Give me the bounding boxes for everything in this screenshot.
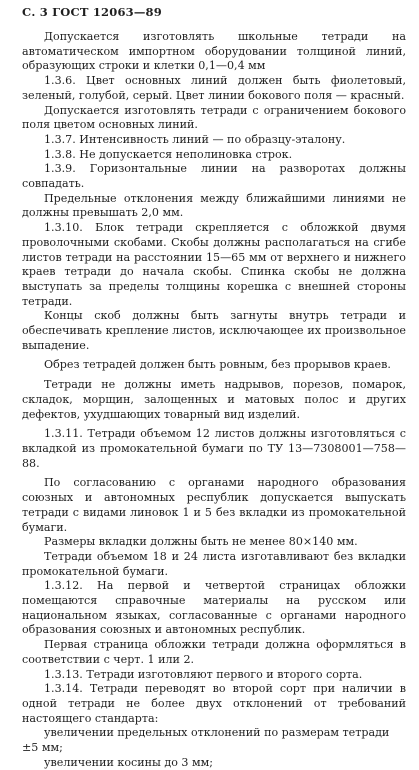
document-body bbox=[22, 30, 406, 770]
paragraph-1-3-10: 1.3.10. Блок тетради скрепляется с обложкой двумя проволочными скобами. Скобы должны располагаться на сгибе листов тетради на расстоянии 15—65 мм от верхнего и нижнего краев тетради до начала скобы. Спинка скобы не должна выступать за пределы толщины корешка с внешней стороны тетради. bbox=[22, 221, 406, 308]
paragraph-equipment-lines: Допускается изготовлять школьные тетради на автоматическом импортном оборудовании толщиной линий, образующих строки и клетки 0,1—0,4 мм bbox=[22, 30, 406, 73]
page-header: С. 3 ГОСТ 12063—89 bbox=[22, 5, 162, 19]
paragraph-edge-trim: Обрез тетрадей должен быть ровным, без прорывов краев. bbox=[44, 358, 391, 372]
paragraph-1-3-12: 1.3.12. На первой и четвертой страницах обложки помещаются справочные материалы на русском или национальном языках, согласованные с органами народного образования союзных и автономных республик. bbox=[22, 579, 406, 637]
paragraph-1-3-8: 1.3.8. Не допускается неполиновка строк. bbox=[44, 147, 293, 161]
paragraph-1-3-11: 1.3.11. Тетради объемом 12 листов должны изготовляться с вкладкой из промокательной бумаги по ТУ 13—7308001—758—88. bbox=[22, 427, 406, 470]
paragraph-1-3-14: 1.3.14. Тетради переводят во второй сорт при наличии в одной тетради не более двух отклонений от требований настоящего стандарта: bbox=[22, 682, 406, 725]
list-item-size-deviation: увеличении предельных отклонений по размерам тетради ±5 мм; bbox=[22, 726, 390, 755]
paragraph-line-deviation: Предельные отклонения между ближайшими линиями не должны превышать 2,0 мм. bbox=[22, 191, 406, 220]
paragraph-insert-size: Размеры вкладки должны быть не менее 80×140 мм. bbox=[44, 535, 358, 549]
paragraph-defects: Тетради не должны иметь надрывов, порезов, помарок, складок, морщин, залощенных и матовых полос и других дефектов, ухудшающих товарный вид изделий. bbox=[22, 378, 406, 421]
paragraph-18-24-sheets: Тетради объемом 18 и 24 листа изготавливают без вкладки промокательной бумаги. bbox=[22, 549, 406, 578]
paragraph-1-3-9: 1.3.9. Горизонтальные линии на разворотах должны совпадать. bbox=[22, 162, 406, 191]
paragraph-1-3-6: 1.3.6. Цвет основных линий должен быть фиолетовый, зеленый, голубой, серый. Цвет линии бокового поля — красный. bbox=[22, 74, 406, 102]
paragraph-1-3-7: 1.3.7. Интенсивность линий — по образцу-эталону. bbox=[44, 132, 346, 146]
paragraph-cover-design: Первая страница обложки тетради должна оформляться в соответствии с черт. 1 или 2. bbox=[22, 638, 406, 666]
paragraph-side-margin: Допускается изготовлять тетради с ограничением бокового поля цветом основных линий. bbox=[22, 103, 406, 132]
paragraph-ruling-agreement: По согласованию с органами народного образования союзных и автономных республик допускается выпускать тетради с видами линовок 1 и 5 без вкладки из промокательной бумаги. bbox=[22, 476, 406, 534]
paragraph-staple-ends: Концы скоб должны быть загнуты внутрь тетради и обеспечивать крепление листов, исключающее их произвольное выпадение. bbox=[22, 309, 406, 352]
paragraph-1-3-13: 1.3.13. Тетради изготовляют первого и второго сорта. bbox=[44, 667, 363, 681]
list-item-skew: увеличении косины до 3 мм; bbox=[44, 755, 213, 769]
